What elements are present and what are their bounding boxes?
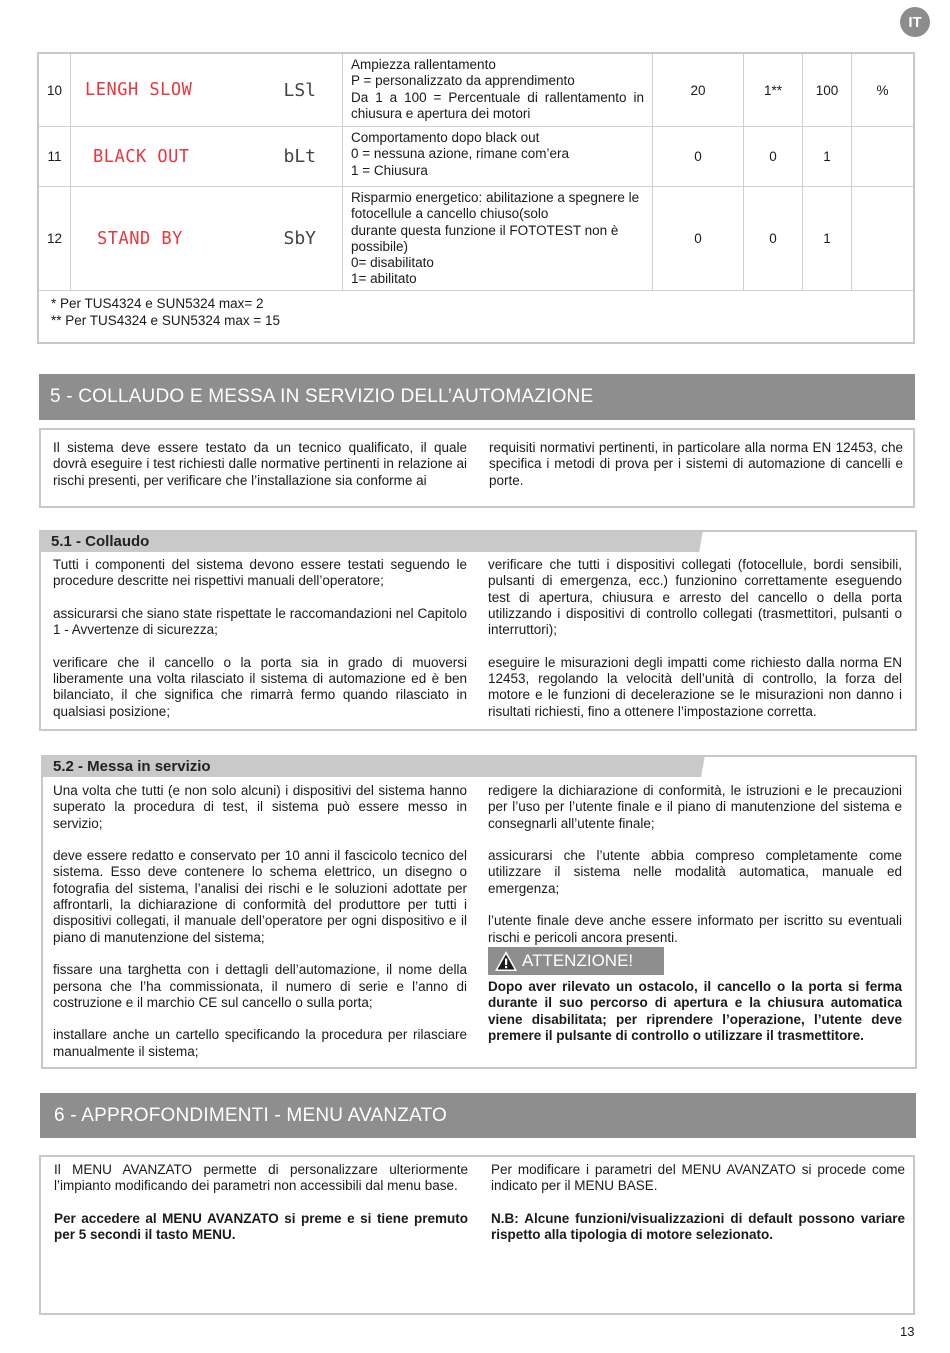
section-5-2-header <box>43 757 743 777</box>
table-row <box>39 187 913 291</box>
section-5-2-right-text <box>488 783 902 946</box>
unit <box>852 187 913 290</box>
paragraph: installare anche un cartello specificando la procedura per rilasciare manualmente il sistema; <box>53 1027 467 1059</box>
paragraph: l’utente finale deve anche essere informato per iscritto su eventuali rischi e pericoli ancora presenti. <box>488 913 902 945</box>
unit <box>852 127 913 186</box>
page-number: 13 <box>900 1324 915 1339</box>
paragraph: assicurarsi che siano state rispettate le raccomandazioni nel Capitolo 1 - Avvertenze di sicurezza; <box>53 605 467 638</box>
desc-line: 1 = Chiusura <box>351 162 428 178</box>
section-6-header: 6 - APPROFONDIMENTI - MENU AVANZATO <box>40 1093 916 1138</box>
desc-line: Da 1 a 100 = Percentuale di rallentamento in <box>351 89 644 105</box>
desc-line: chiusura e apertura dei motori <box>351 105 531 121</box>
lcd-code: SbY <box>283 228 316 249</box>
desc-line: possibile) <box>351 238 409 254</box>
paragraph: Per modificare i parametri del MENU AVANZATO si procede come indicato per il MENU BASE. <box>491 1162 905 1194</box>
desc-line: durante questa funzione il FOTOTEST non è <box>351 222 619 238</box>
section-5-box <box>39 428 915 508</box>
section-5-left-text: Il sistema deve essere testato da un tecnico qualificato, il quale dovrà eseguire i test richiesti dalle normative pertinenti in relazione ai rischi presenti, per verificare che l’installazione sia conforme ai <box>53 440 467 488</box>
section-5-2-title: 5.2 - Messa in servizio <box>53 758 211 775</box>
default-value: 20 <box>653 54 744 126</box>
lcd-label: BLACK OUT <box>93 146 190 167</box>
default-value: 0 <box>653 127 744 186</box>
lcd-label: LENGH SLOW <box>85 79 193 101</box>
table-row <box>39 54 913 127</box>
table-footnote: ** Per TUS4324 e SUN5324 max = 15 <box>51 313 281 328</box>
section-6-right-text <box>491 1162 905 1243</box>
max-value: 100 <box>803 54 852 126</box>
section-5-header: 5 - COLLAUDO E MESSA IN SERVIZIO DELL’AUTOMAZIONE <box>39 374 915 420</box>
paragraph: fissare una targhetta con i dettagli dell’automazione, il nome della persona che l’ha commissionata, il numero di serie e l’anno di costruzione e il marchio CE sul cancello o sulla porta; <box>53 962 467 1010</box>
parameter-description <box>343 54 653 126</box>
section-5-1-header <box>41 532 741 552</box>
max-value: 1 <box>803 187 852 290</box>
paragraph: Il MENU AVANZATO permette di personalizzare ulteriormente l’impianto modificando dei parametri non accessibili dal menu base. <box>54 1162 468 1194</box>
warning-text: Dopo aver rilevato un ostacolo, il cancello o la porta si ferma durante il suo percorso di apertura e la chiusura automatica viene disabilitata; per riprendere l’operazione, l’utente deve premere il pulsante di controllo o utilizzare il trasmettitore. <box>488 979 902 1043</box>
paragraph: Una volta che tutti (e non solo alcuni) i dispositivi del sistema hanno superato la procedura di test, il sistema può essere messo in servizio; <box>53 783 467 831</box>
row-number: 11 <box>39 127 71 186</box>
desc-line: 0 = nessuna azione, rimane com’era <box>351 146 569 162</box>
section-5-2-left-text <box>53 783 467 1060</box>
max-value: 1 <box>803 127 852 186</box>
section-5-right-text: requisiti normativi pertinenti, in particolare alla norma EN 12453, che specifica i metodi di prova per i sistemi di automazione di cancelli e porte. <box>489 440 903 488</box>
lcd-code: bLt <box>283 146 316 167</box>
section-5-2-box <box>41 755 917 1069</box>
paragraph: verificare che il cancello o la porta sia in grado di muoversi liberamente una volta rilasciato il sistema di automazione ed è ben bilanciato, il che significa che rimarrà fermo quando rilasciato in qualsiasi posizione; <box>53 654 467 719</box>
section-5-1-left-text <box>53 557 467 720</box>
paragraph: redigere la dichiarazione di conformità, le istruzioni e le precauzioni per l’uso per l’utente finale e il piano di manutenzione del sistema e consegnarli all’utente finale; <box>488 783 902 831</box>
lcd-label: STAND BY <box>97 228 183 249</box>
default-value: 0 <box>653 187 744 290</box>
desc-line: fotocellule a cancello chiuso(solo <box>351 206 549 222</box>
parameter-description <box>343 187 653 290</box>
min-value: 1** <box>744 54 803 126</box>
desc-line: Risparmio energetico: abilitazione a spegnere le <box>351 190 640 205</box>
desc-line: P = personalizzato da apprendimento <box>351 73 575 89</box>
lcd-display <box>71 127 343 186</box>
paragraph: eseguire le misurazioni degli impatti come richiesto dalla norma EN 12453, regolando la velocità dell’unità di controllo, la forza del motore e le funzioni di decelerazione se le misurazioni non danno i risultati richiesti, fino a ottenere l’impostazione corretta. <box>488 654 902 719</box>
unit: % <box>876 82 889 98</box>
row-number: 10 <box>39 54 71 126</box>
section-5-1-box <box>39 530 917 731</box>
desc-line: 1= abilitato <box>351 271 417 287</box>
paragraph: verificare che tutti i dispositivi collegati (fotocellule, bordi sensibili, pulsanti di emergenza, ecc.) funzionino correttamente eseguendo test di apertura, chiusura e arresto del cancello o della porta utilizzando i dispositivi di controllo collegati (trasmettitori, pulsanti o interruttori); <box>488 557 902 638</box>
paragraph: N.B: Alcune funzioni/visualizzazioni di default possono variare rispetto alla tipologia di motore selezionato. <box>491 1210 905 1243</box>
lcd-display <box>71 187 343 290</box>
desc-line: Ampiezza rallentamento <box>351 57 496 72</box>
section-5-1-title: 5.1 - Collaudo <box>51 533 150 550</box>
desc-line: 0= disabilitato <box>351 255 434 271</box>
section-6-left-text <box>54 1162 468 1243</box>
section-6-box <box>39 1155 915 1315</box>
section-5-1-right-text <box>488 557 902 720</box>
language-badge: IT <box>900 7 930 37</box>
warning-banner <box>488 947 664 975</box>
paragraph: Per accedere al MENU AVANZATO si preme e si tiene premuto per 5 secondi il tasto MENU. <box>54 1210 468 1243</box>
paragraph: Tutti i componenti del sistema devono essere testati seguendo le procedure descritte nei rispettivi manuali dell’operatore; <box>53 557 467 589</box>
warning-title: ATTENZIONE! <box>522 951 634 970</box>
table-footnote: * Per TUS4324 e SUN5324 max= 2 <box>51 296 264 311</box>
min-value: 0 <box>744 187 803 290</box>
lcd-display <box>71 54 343 126</box>
parameter-table <box>37 52 915 344</box>
parameter-description <box>343 127 653 186</box>
desc-line: Comportamento dopo black out <box>351 130 540 145</box>
paragraph: assicurarsi che l’utente abbia compreso completamente come utilizzare il sistema nelle modalità automatica, manuale ed emergenza; <box>488 848 902 896</box>
lcd-code: LSl <box>283 79 316 101</box>
warning-triangle-icon <box>494 950 518 972</box>
table-row <box>39 127 913 187</box>
row-number: 12 <box>39 187 71 290</box>
paragraph: deve essere redatto e conservato per 10 anni il fascicolo tecnico del sistema. Esso deve contenere lo schema elettrico, un disegno o fotografia del sistema, l’analisi dei rischi e le soluzioni adottate per affrontarli, la dichiarazione di conformità del produttore per tutti i dispositivi collegati, il manuale dell’operatore per ogni dispositivo e il piano di manutenzione del sistema; <box>53 848 467 945</box>
min-value: 0 <box>744 127 803 186</box>
